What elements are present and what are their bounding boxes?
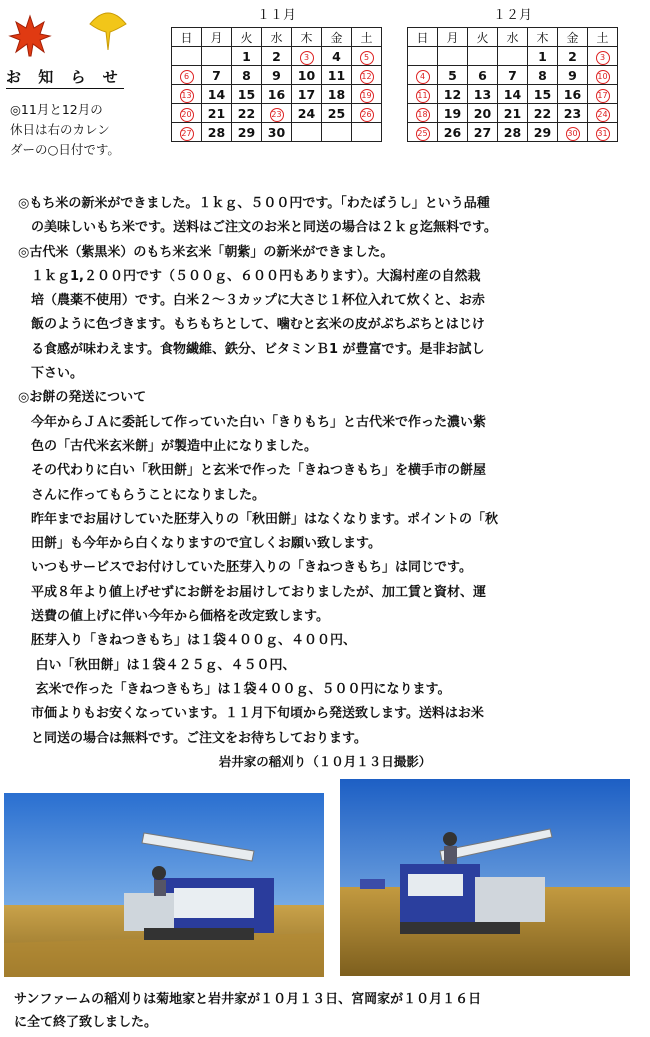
calendar-day: 15 — [528, 85, 558, 104]
weekday-header: 土 — [588, 28, 618, 47]
calendar-day: 13 — [468, 85, 498, 104]
calendar-day: 29 — [232, 123, 262, 142]
ginkgo-leaf-icon — [86, 6, 130, 54]
calendar-day: 2 — [262, 47, 292, 66]
calendar-day — [588, 123, 618, 142]
weekday-header: 日 — [408, 28, 438, 47]
calendar-day — [408, 104, 438, 123]
calendar-day: 11 — [322, 66, 352, 85]
calendar-day: 14 — [202, 85, 232, 104]
calendar-day: 7 — [498, 66, 528, 85]
notice-line: 玄米で作った「きねつきもち」は１袋４００ｇ、５００円になります。 — [18, 681, 451, 697]
holiday-day: 10 — [596, 70, 610, 84]
calendar-day — [172, 123, 202, 142]
calendar-day — [588, 85, 618, 104]
notice-line: ◎古代米（紫黒米）のもち米玄米「朝紫」の新米ができました。 — [18, 244, 394, 260]
notice-line: その代わりに白い「秋田餅」と玄米で作った「きねつきもち」を横手市の餅屋 — [18, 463, 487, 479]
holiday-day: 17 — [596, 89, 610, 103]
calendar-day: 4 — [322, 47, 352, 66]
calendar-day: 1 — [528, 47, 558, 66]
calendar-day: 22 — [528, 104, 558, 123]
holiday-day: 18 — [416, 108, 430, 122]
calendar-day — [498, 47, 528, 66]
calendar-day — [588, 66, 618, 85]
notice-line: 培（農薬不使用）です。白米２～３カップに大さじ１杯位入れて炊くと、お赤 — [18, 293, 485, 309]
notice-line: る食感が味わえます。食物繊維、鉄分、ビタミンＢ1 が豊富です。是非お試し — [18, 341, 485, 357]
holiday-day: 6 — [180, 70, 194, 84]
calendar-december — [407, 4, 618, 142]
calendar-day: 1 — [232, 47, 262, 66]
holiday-day: 13 — [180, 89, 194, 103]
notice-line: 白い「秋田餅」は１袋４２５ｇ、４５０円、 — [18, 657, 296, 673]
weekday-header: 火 — [468, 28, 498, 47]
calendar-day: 22 — [232, 104, 262, 123]
holiday-day: 4 — [416, 70, 430, 84]
notice-line: 送費の値上げに伴い今年から価格を改定致します。 — [18, 609, 329, 625]
calendar-day: 18 — [322, 85, 352, 104]
calendar-day: 23 — [558, 104, 588, 123]
calendar-day — [588, 104, 618, 123]
weekday-header: 水 — [262, 28, 292, 47]
notice-line: １ｋｇ1,２００円です（５００ｇ、６００円もあります）。大潟村産の自然栽 — [18, 268, 481, 284]
maple-leaf-icon — [8, 14, 52, 58]
notice-line: いつもサービスでお付けしていた胚芽入りの「きねつきもち」は同じです。 — [18, 560, 472, 576]
holiday-day: 26 — [360, 108, 374, 122]
holiday-day: 27 — [180, 127, 194, 141]
calendar-november — [171, 4, 382, 142]
holiday-day: 3 — [596, 51, 610, 65]
calendar-day: 25 — [322, 104, 352, 123]
holiday-day: 30 — [566, 127, 580, 141]
calendar-day — [322, 123, 352, 142]
calendar-day: 12 — [438, 85, 468, 104]
notice-line: 田餅」も今年から白くなりますので宜しくお願い致します。 — [18, 536, 381, 552]
calendar-day: 29 — [528, 123, 558, 142]
notice-line: 色の「古代米玄米餅」が製造中止になりました。 — [18, 438, 318, 454]
holiday-day: 24 — [596, 108, 610, 122]
calendar-day: 8 — [232, 66, 262, 85]
calendar-day — [172, 85, 202, 104]
calendar-day: 17 — [292, 85, 322, 104]
notice-line: 今年からＪＡに委託して作っていた白い「きりもち」と古代米で作った濃い紫 — [18, 414, 487, 430]
calendar-day — [558, 123, 588, 142]
calendar-day — [352, 66, 382, 85]
weekday-header: 日 — [172, 28, 202, 47]
holiday-day: 31 — [596, 127, 610, 141]
calendar-day — [468, 47, 498, 66]
calendar-day — [408, 85, 438, 104]
calendar-day — [172, 47, 202, 66]
calendar-day: 28 — [498, 123, 528, 142]
holiday-day: 12 — [360, 70, 374, 84]
holiday-day: 25 — [416, 127, 430, 141]
weekday-header: 金 — [558, 28, 588, 47]
calendar-day — [172, 104, 202, 123]
notice-body — [18, 192, 642, 751]
page-title: お 知 ら せ — [6, 66, 124, 89]
weekday-header: 月 — [202, 28, 232, 47]
weekday-header: 土 — [352, 28, 382, 47]
calendar-day — [172, 66, 202, 85]
calendar-day — [352, 85, 382, 104]
photo-caption: 岩井家の稲刈り（１０月１３日撮影） — [218, 754, 432, 769]
holiday-day: 23 — [270, 108, 284, 122]
calendar-month-title: １２月 — [492, 8, 532, 23]
holiday-note: ◎11月と12月の 休日は右のカレン ダーの○日付です。 — [10, 102, 120, 157]
notice-line: 飯のように色づきます。もちもちとして、噛むと玄米の皮がぷちぷちとはじけ — [18, 317, 485, 333]
calendar-day: 2 — [558, 47, 588, 66]
calendar-day: 24 — [292, 104, 322, 123]
weekday-header: 金 — [322, 28, 352, 47]
holiday-day: 11 — [416, 89, 430, 103]
harvest-photo-right — [340, 779, 630, 976]
calendar-day: 5 — [438, 66, 468, 85]
calendar-day — [408, 66, 438, 85]
calendar-day — [202, 47, 232, 66]
notice-line: ◎お餅の発送について — [18, 390, 147, 406]
calendar-day — [408, 123, 438, 142]
calendar-day — [262, 104, 292, 123]
calendar-day: 16 — [558, 85, 588, 104]
calendar-day — [438, 47, 468, 66]
calendar-day: 28 — [202, 123, 232, 142]
weekday-header: 木 — [528, 28, 558, 47]
notice-line: と同送の場合は無料です。ご注文をお待ちしております。 — [18, 730, 367, 746]
harvest-photo-left — [4, 793, 324, 977]
weekday-header: 火 — [232, 28, 262, 47]
weekday-header: 月 — [438, 28, 468, 47]
notice-line: さんに作ってもらうことになりました。 — [18, 487, 266, 503]
calendar-day — [352, 104, 382, 123]
calendar-day — [292, 47, 322, 66]
notice-line: の美味しいもち米です。送料はご注文のお米と同送の場合は２ｋｇ迄無料です。 — [18, 220, 497, 236]
calendar-day: 19 — [438, 104, 468, 123]
calendar-day: 16 — [262, 85, 292, 104]
calendar-day — [588, 47, 618, 66]
calendar-day: 9 — [558, 66, 588, 85]
holiday-day: 3 — [300, 51, 314, 65]
notice-line: 平成８年より値上げせずにお餅をお届けしておりましたが、加工賃と資材、運 — [18, 584, 487, 600]
calendar-day — [352, 123, 382, 142]
calendar-day: 20 — [468, 104, 498, 123]
calendar-day: 6 — [468, 66, 498, 85]
calendar-day: 8 — [528, 66, 558, 85]
calendar-day: 27 — [468, 123, 498, 142]
calendar-day: 15 — [232, 85, 262, 104]
notice-line: 市価よりもお安くなっています。１１月下旬頃から発送致します。送料はお米 — [18, 706, 484, 722]
calendar-day — [292, 123, 322, 142]
calendar-day: 9 — [262, 66, 292, 85]
calendar-day: 7 — [202, 66, 232, 85]
weekday-header: 木 — [292, 28, 322, 47]
calendar-day — [408, 47, 438, 66]
holiday-day: 20 — [180, 108, 194, 122]
calendar-day — [352, 47, 382, 66]
weekday-header: 水 — [498, 28, 528, 47]
calendar-day: 30 — [262, 123, 292, 142]
calendar-day: 10 — [292, 66, 322, 85]
holiday-day: 5 — [360, 51, 374, 65]
notice-line: ◎もち米の新米ができました。１ｋｇ、５００円です。「わたぼうし」という品種 — [18, 196, 490, 211]
calendar-day: 21 — [202, 104, 232, 123]
holiday-day: 19 — [360, 89, 374, 103]
notice-line: 下さい。 — [18, 366, 84, 382]
calendar-day: 14 — [498, 85, 528, 104]
notice-line: 昨年までお届けしていた胚芽入りの「秋田餅」はなくなります。ポイントの「秋 — [18, 511, 498, 527]
calendar-day: 21 — [498, 104, 528, 123]
footer-note: サンファームの稲刈りは菊地家と岩井家が１０月１３日、宮岡家が１０月１６日 に全て終了致しました。 — [14, 992, 482, 1030]
notice-line: 胚芽入り「きねつきもち」は１袋４００ｇ、４００円、 — [18, 633, 357, 649]
calendar-month-title: １１月 — [256, 8, 296, 23]
calendar-day: 26 — [438, 123, 468, 142]
